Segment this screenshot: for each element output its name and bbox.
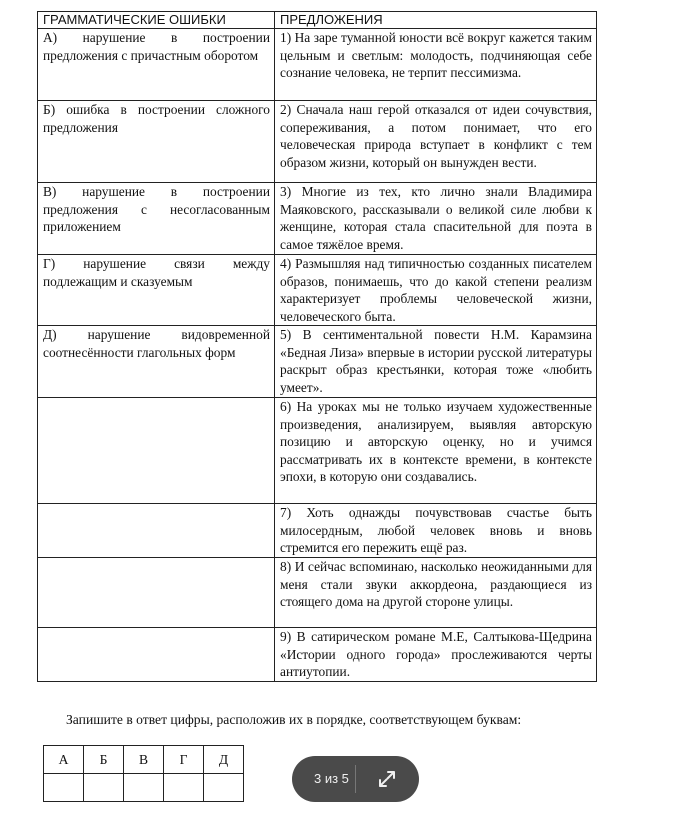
error-cell: В) нарушение в построении предложения с несогласованным приложением	[38, 183, 275, 255]
answer-letter: Б	[84, 746, 124, 774]
answer-cell[interactable]	[84, 774, 124, 802]
header-errors: ГРАММАТИЧЕСКИЕ ОШИБКИ	[38, 12, 275, 29]
table-row	[38, 29, 597, 101]
answer-cell[interactable]	[44, 774, 84, 802]
table-header-row	[38, 12, 597, 29]
sentence-cell: 3) Многие из тех, кто лично знали Владимира Маяковского, рассказывали о великой силе любви к женщине, которая стала спасительной для поэта в самое тяжёлое время.	[275, 183, 597, 255]
table-row	[38, 183, 597, 255]
table-row	[38, 628, 597, 682]
pager-divider	[355, 765, 356, 793]
sentence-cell: 6) На уроках мы не только изучаем художественные произведения, анализируем, выявляя авторскую позицию и авторскую оценку, но и учимся рассматривать их в контексте времени, в контексте эпохи, в которую они создавались.	[275, 398, 597, 504]
error-cell	[38, 628, 275, 682]
sentence-cell: 2) Сначала наш герой отказался от идеи сочувствия, сопереживания, а потом понимает, что его человеческая природа вступает в конфликт с тем образом жизни, который он вынужден вести.	[275, 101, 597, 183]
table-row	[38, 558, 597, 628]
answer-grid	[43, 745, 244, 802]
page-counter: 3 из 5	[314, 771, 349, 786]
sentence-cell: 4) Размышляя над типичностью созданных писателем образов, понимаешь, что до какой степени реализм характеризует проблемы человеческой жизни, человеческого быта.	[275, 255, 597, 326]
sentence-cell: 5) В сентиментальной повести Н.М. Карамзина «Бедная Лиза» впервые в истории русской литературы раскрыт образ крестьянки, которая тоже «любить умеет».	[275, 326, 597, 398]
error-cell: Г) нарушение связи между подлежащим и сказуемым	[38, 255, 275, 326]
table-row	[38, 504, 597, 558]
table-row	[38, 101, 597, 183]
table-row	[38, 398, 597, 504]
sentence-cell: 9) В сатирическом романе М.Е, Салтыкова-Щедрина «Истории одного города» прослеживаются черты антиутопии.	[275, 628, 597, 682]
error-cell	[38, 558, 275, 628]
answer-letter: А	[44, 746, 84, 774]
answer-cell[interactable]	[204, 774, 244, 802]
answer-cell[interactable]	[124, 774, 164, 802]
expand-icon[interactable]	[377, 769, 397, 789]
error-cell: А) нарушение в построении предложения с причастным оборотом	[38, 29, 275, 101]
error-cell: Д) нарушение видовременной соотнесённости глагольных форм	[38, 326, 275, 398]
answer-letters-row	[44, 746, 244, 774]
answer-cell[interactable]	[164, 774, 204, 802]
answer-input-row	[44, 774, 244, 802]
sentence-cell: 8) И сейчас вспоминаю, насколько неожиданными для меня стали звуки аккордеона, раздающиеся из стоящего дома на другой стороне улицы.	[275, 558, 597, 628]
answer-letter: Д	[204, 746, 244, 774]
sentence-cell: 7) Хоть однажды почувствовав счастье быть милосердным, любой человек вновь и вновь стремится его пережить ещё раз.	[275, 504, 597, 558]
sentence-cell: 1) На заре туманной юности всё вокруг кажется таким цельным и светлым: молодость, подчиняющая себе сознание человека, не терпит пессимизма.	[275, 29, 597, 101]
table-row	[38, 255, 597, 326]
error-cell	[38, 398, 275, 504]
grammar-errors-table	[37, 11, 597, 682]
error-cell: Б) ошибка в построении сложного предложения	[38, 101, 275, 183]
page-indicator	[292, 756, 419, 802]
answer-instruction: Запишите в ответ цифры, расположив их в порядке, соответствующем буквам:	[66, 712, 522, 727]
error-cell	[38, 504, 275, 558]
answer-letter: В	[124, 746, 164, 774]
table-row	[38, 326, 597, 398]
header-sentences: ПРЕДЛОЖЕНИЯ	[275, 12, 597, 29]
answer-letter: Г	[164, 746, 204, 774]
